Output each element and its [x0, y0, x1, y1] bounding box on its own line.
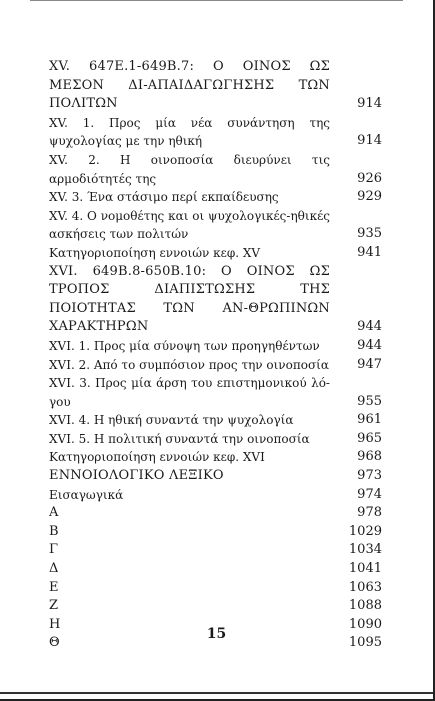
page-number: 15	[206, 626, 227, 642]
toc-entry-page: 1029	[348, 523, 382, 539]
toc-entry	[49, 579, 382, 598]
toc-entry-page: 974	[357, 486, 382, 502]
toc-entry-title: XV. 2. Η οινοποσία διευρύνει τις αρμοδιότητές της	[49, 152, 330, 186]
toc-entry-title: XV. 4. Ο νομοθέτης και οι ψυχολογικές-ηθικές ασκήσεις των πολιτών	[49, 208, 330, 242]
toc-entry	[49, 337, 382, 356]
toc-entry	[49, 504, 382, 523]
toc-entry	[49, 448, 382, 467]
toc-entry-page: 1034	[348, 542, 382, 558]
toc-entry	[49, 356, 382, 375]
toc-entry-title: Θ	[49, 635, 60, 651]
toc-entry	[49, 374, 382, 411]
toc-entry-page: 944	[357, 319, 382, 335]
toc-entry-page: 1095	[348, 635, 382, 651]
toc-entry-title: Β	[49, 523, 59, 539]
toc-entry-page: 1090	[348, 616, 382, 632]
toc-entry-title: XV. 1. Προς μία νέα συνάντηση της ψυχολογίας με την ηθική	[49, 115, 330, 149]
toc-entry-page: 914	[357, 133, 382, 149]
toc-entry	[49, 58, 382, 114]
toc-entry-page: 961	[357, 412, 382, 428]
toc-entry	[49, 207, 382, 244]
toc-entry-page: 941	[357, 244, 382, 260]
toc-entry	[49, 560, 382, 579]
toc-entry	[49, 467, 382, 486]
toc-entry-page: 935	[357, 226, 382, 242]
toc-entry-title: XVI. 2. Από το συμπόσιον προς την οινοποσία	[49, 357, 329, 372]
toc-entry	[49, 151, 382, 188]
toc-entry	[49, 523, 382, 542]
toc-entry-title: Ε	[49, 579, 59, 595]
table-of-contents	[49, 58, 382, 653]
toc-entry-page: 978	[357, 505, 382, 521]
toc-entry-title: XV. 647E.1-649B.7: Ο ΟΙΝΟΣ ΩΣ ΜΕΣΟΝ ΔΙ-ΑΠΑΙΔΑΓΩΓΗΣΗΣ ΤΩΝ ΠΟΛΙΤΩΝ	[49, 59, 330, 112]
toc-entry	[49, 411, 382, 430]
toc-entry	[49, 244, 382, 263]
toc-entry	[49, 114, 382, 151]
toc-entry-page: 1063	[348, 579, 382, 595]
toc-entry-title: Η	[49, 616, 61, 632]
toc-entry	[49, 541, 382, 560]
toc-entry-title: ΕΝΝΟΙΟΛΟΓΙΚΟ ΛΕΞΙΚΟ	[49, 468, 224, 484]
toc-entry-title: Εισαγωγικά	[49, 487, 124, 502]
toc-entry-title: XVI. 4. Η ηθική συναντά την ψυχολογία	[49, 413, 294, 428]
toc-entry-page: 955	[357, 393, 382, 409]
toc-entry-title: Α	[49, 505, 59, 521]
toc-entry-page: 929	[357, 189, 382, 205]
toc-entry-title: XVI. 5. Η πολιτική συναντά την οινοποσία	[49, 431, 310, 446]
toc-entry-page: 1041	[348, 561, 382, 577]
toc-entry-title: Ζ	[49, 598, 59, 614]
toc-entry-title: Γ	[49, 542, 59, 558]
toc-entry	[49, 188, 382, 207]
bottom-rule	[0, 692, 433, 694]
toc-entry-title: XVI. 649B.8-650B.10: Ο ΟΙΝΟΣ ΩΣ ΤΡΟΠΟΣ ΔΙΑΠΙΣΤΩΣΗΣ ΤΗΣ ΠΟΙΟΤΗΤΑΣ ΤΩΝ ΑΝ-ΘΡΩΠΙΝΩΝ ΧΑΡΑΚΤΗΡΩΝ	[49, 263, 330, 335]
toc-entry-page: 1088	[348, 598, 382, 614]
toc-entry-page: 965	[357, 430, 382, 446]
top-rule	[30, 0, 403, 1]
toc-entry-page: 973	[357, 468, 382, 484]
toc-entry-title: XVI. 1. Προς μία σύνοψη των προηγηθέντων	[49, 338, 320, 353]
toc-entry-title: XV. 3. Ένα στάσιμο περί εκπαίδευσης	[49, 190, 279, 205]
toc-entry-title: Δ	[49, 561, 59, 577]
toc-entry-title: Κατηγοριοποίηση εννοιών κεφ. XV	[49, 245, 261, 260]
toc-entry	[49, 430, 382, 449]
toc-entry	[49, 597, 382, 616]
toc-entry-page: 968	[357, 449, 382, 465]
toc-entry-page: 947	[357, 356, 382, 372]
toc-entry	[49, 263, 382, 337]
toc-entry-title: XVI. 3. Προς μία άρση του επιστημονικού λό-γου	[49, 376, 330, 409]
toc-entry-title: Κατηγοριοποίηση εννοιών κεφ. XVI	[49, 450, 265, 465]
toc-entry-page: 944	[357, 337, 382, 353]
toc-entry	[49, 486, 382, 505]
toc-entry-page: 926	[357, 170, 382, 186]
toc-entry-page: 914	[357, 96, 382, 112]
